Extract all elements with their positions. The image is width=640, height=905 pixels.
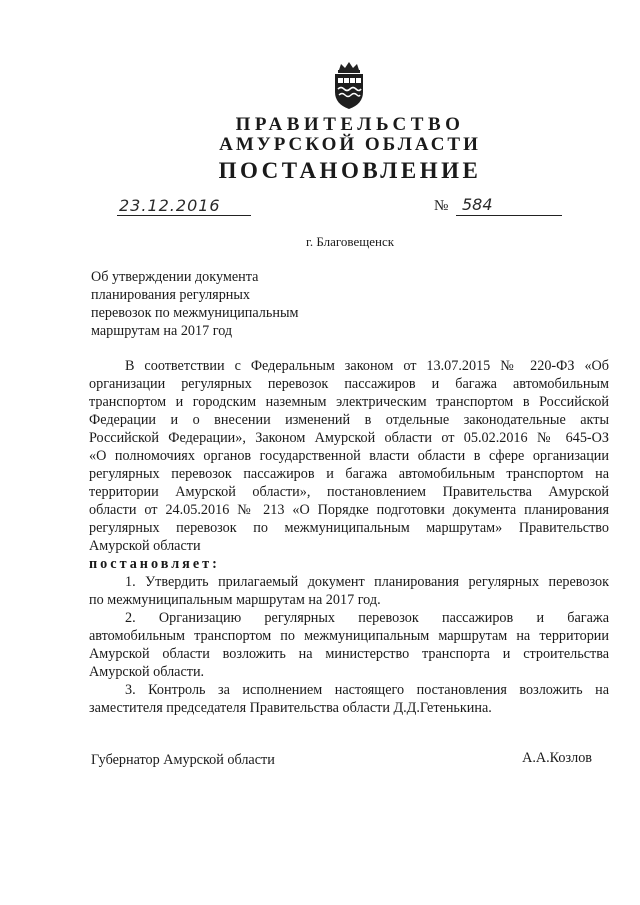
- item-2-line: Амурской области возложить на министерство транспорта и строительства: [89, 646, 609, 662]
- item-3-line: 3. Контроль за исполнением настоящего постановления возложить на: [125, 682, 609, 698]
- preamble-line: Российской Федерации», Законом Амурской области от 05.02.2016 № 645-ОЗ: [89, 430, 609, 446]
- subject-line: перевозок по межмуниципальным: [91, 305, 299, 321]
- document-type-title: ПОСТАНОВЛЕНИЕ: [218, 158, 482, 183]
- signer-name: А.А.Козлов: [522, 750, 592, 766]
- document-date: 23.12.2016: [119, 196, 221, 215]
- number-underline: [456, 214, 562, 216]
- subject-line: Об утверждении документа: [91, 269, 259, 285]
- preamble-line: транспортом и городским наземным электрическим транспортом в Российской: [89, 394, 609, 410]
- preamble-line: Амурской области: [89, 538, 201, 554]
- document-number: 584: [462, 195, 493, 214]
- date-underline: [117, 214, 251, 216]
- item-1-line: 1. Утвердить прилагаемый документ планирования регулярных перевозок: [125, 574, 609, 590]
- amur-oblast-coat-of-arms-icon: [327, 62, 371, 110]
- item-3-line: заместителя председателя Правительства области Д.Д.Гетенькина.: [89, 700, 492, 716]
- resolves-heading: постановляет:: [89, 556, 220, 572]
- document-body: [89, 357, 609, 717]
- subject-line: маршрутам на 2017 год: [91, 323, 233, 339]
- item-2-line: Амурской области.: [89, 664, 205, 680]
- preamble-line: В соответствии с Федеральным законом от 13.07.2015 № 220-ФЗ «Об: [125, 358, 609, 374]
- preamble-line: регулярных перевозок по межмуниципальным маршрутам» Правительство: [89, 520, 609, 536]
- preamble-line: Федерации и о внесении изменений в отдельные законодательные акты: [89, 412, 609, 428]
- org-name-line2: АМУРСКОЙ ОБЛАСТИ: [219, 134, 481, 155]
- item-1-line: по межмуниципальным маршрутам на 2017 год.: [89, 592, 381, 608]
- preamble-line: области от 24.05.2016 № 213 «О Порядке подготовки документа планирования: [89, 502, 609, 518]
- number-sign: №: [434, 198, 449, 214]
- item-2-line: автомобильным транспортом по межмуниципальным маршрутам на территории: [89, 628, 609, 644]
- city-line: г. Благовещенск: [305, 234, 395, 249]
- subject-line: планирования регулярных: [91, 287, 251, 303]
- org-name-line1: ПРАВИТЕЛЬСТВО: [235, 114, 465, 135]
- preamble-line: регулярных перевозок пассажиров и багажа автомобильным транспортом на: [89, 466, 609, 482]
- preamble-line: территории Амурской области», постановлением Правительства Амурской: [89, 484, 609, 500]
- preamble-line: организации регулярных перевозок пассажиров и багажа автомобильным: [89, 376, 609, 392]
- document-subject: [91, 268, 298, 340]
- preamble-line: «О полномочиях органов государственной власти области в сфере организации: [89, 448, 609, 464]
- signer-position: Губернатор Амурской области: [91, 752, 275, 768]
- item-2-line: 2. Организацию регулярных перевозок пассажиров и багажа: [125, 610, 609, 626]
